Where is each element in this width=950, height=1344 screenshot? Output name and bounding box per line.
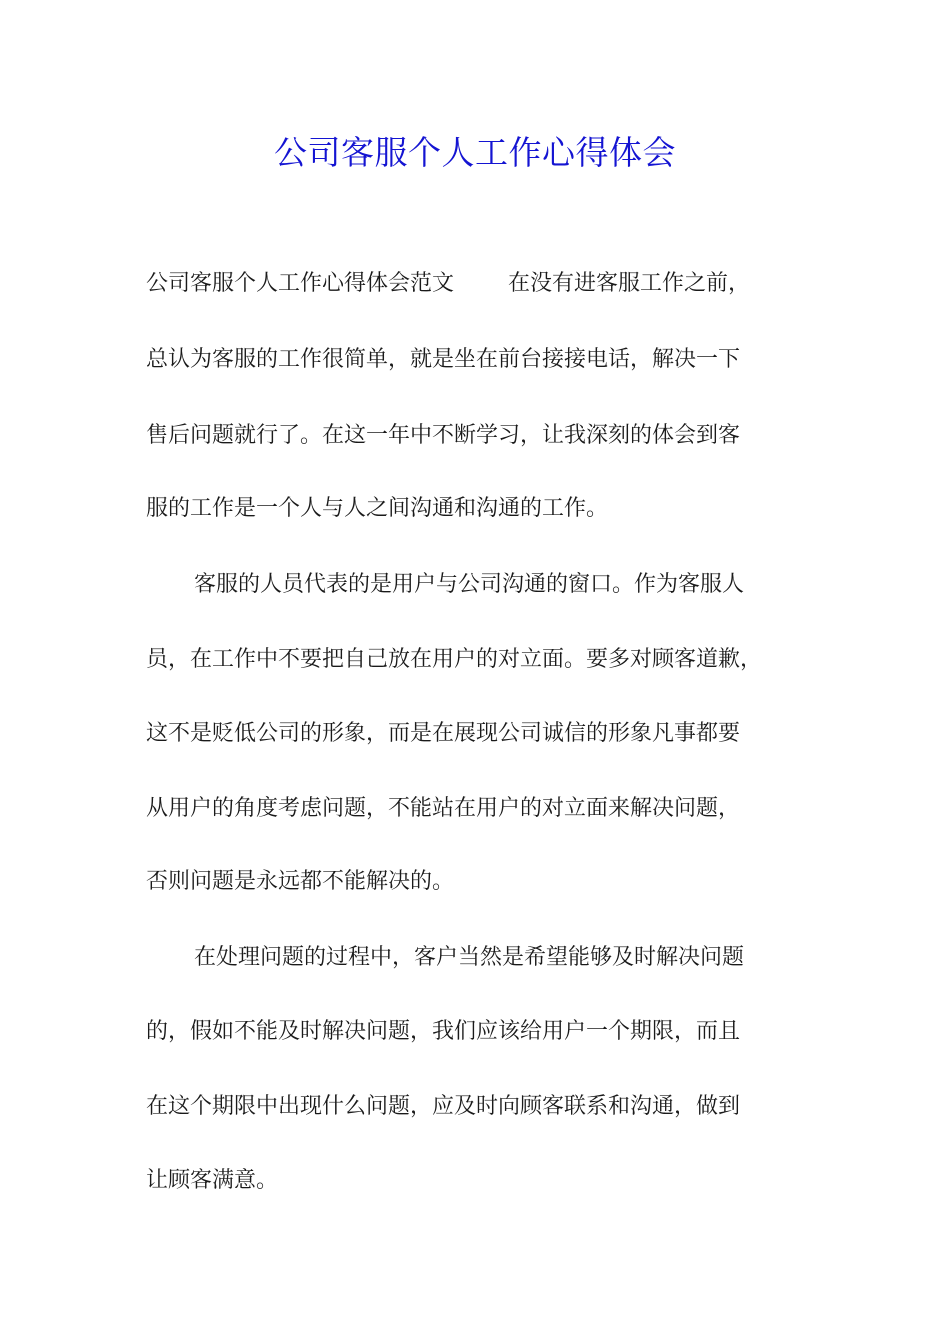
paragraph-1-line-1 [146,264,750,304]
paragraph-1-line-3: 售后问题就行了。在这一年中不断学习，让我深刻的体会到客 [146,423,741,448]
paragraph-3-line-4: 让顾客满意。 [146,1168,279,1193]
paragraph-2-line-5: 否则问题是永远都不能解决的。 [146,869,455,894]
intro-sentence-start: 在没有进客服工作之前， [508,271,751,296]
paragraph-3-line-3: 在这个期限中出现什么问题，应及时向顾客联系和沟通，做到 [146,1094,741,1119]
paragraph-2-line-2: 员，在工作中不要把自己放在用户的对立面。要多对顾客道歉， [146,647,763,672]
paragraph-3-line-2: 的，假如不能及时解决问题，我们应该给用户一个期限，而且 [146,1019,741,1044]
document-title: 公司客服个人工作心得体会 [274,133,676,172]
paragraph-2-line-3: 这不是贬低公司的形象，而是在展现公司诚信的形象凡事都要 [146,721,741,746]
paragraph-2-line-4: 从用户的角度考虑问题，不能站在用户的对立面来解决问题， [146,796,741,821]
intro-heading-text: 公司客服个人工作心得体会范文 [146,271,455,296]
paragraph-3-line-1: 在处理问题的过程中，客户当然是希望能够及时解决问题 [194,945,745,970]
paragraph-1-line-4: 服的工作是一个人与人之间沟通和沟通的工作。 [146,496,609,521]
paragraph-2-line-1: 客服的人员代表的是用户与公司沟通的窗口。作为客服人 [194,572,745,597]
paragraph-1-line-2: 总认为客服的工作很简单，就是坐在前台接接电话，解决一下 [146,347,741,372]
